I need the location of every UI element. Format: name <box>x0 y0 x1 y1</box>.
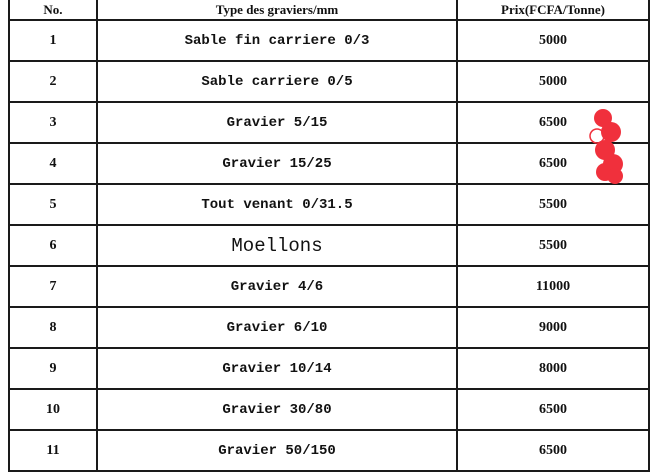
table-row <box>9 348 649 389</box>
gravel-type: Gravier 6/10 <box>97 307 457 348</box>
row-number: 1 <box>9 20 97 61</box>
gravel-type: Gravier 5/15 <box>97 102 457 143</box>
price-value: 5000 <box>457 20 649 61</box>
price-value: 8000 <box>457 348 649 389</box>
table-row <box>9 430 649 471</box>
table-row <box>9 20 649 61</box>
row-number: 10 <box>9 389 97 430</box>
table-row <box>9 307 649 348</box>
price-value: 6500 <box>457 102 649 143</box>
header-row <box>9 0 649 20</box>
gravel-type: Gravier 4/6 <box>97 266 457 307</box>
gravel-type: Gravier 30/80 <box>97 389 457 430</box>
gravel-type: Sable fin carriere 0/3 <box>97 20 457 61</box>
table-row <box>9 184 649 225</box>
price-value: 5500 <box>457 225 649 266</box>
row-number: 7 <box>9 266 97 307</box>
price-value: 6500 <box>457 389 649 430</box>
header-no: No. <box>9 0 97 20</box>
price-value: 6500 <box>457 143 649 184</box>
price-value: 11000 <box>457 266 649 307</box>
row-number: 3 <box>9 102 97 143</box>
gravel-type: Sable carriere 0/5 <box>97 61 457 102</box>
gravel-type: Gravier 50/150 <box>97 430 457 471</box>
row-number: 11 <box>9 430 97 471</box>
table-row <box>9 61 649 102</box>
price-value: 9000 <box>457 307 649 348</box>
row-number: 2 <box>9 61 97 102</box>
header-type: Type des graviers/mm <box>97 0 457 20</box>
price-table <box>8 0 650 472</box>
header-price: Prix(FCFA/Tonne) <box>457 0 649 20</box>
table-row <box>9 389 649 430</box>
gravel-type: Moellons <box>97 225 457 266</box>
row-number: 9 <box>9 348 97 389</box>
gravel-type: Gravier 15/25 <box>97 143 457 184</box>
row-number: 5 <box>9 184 97 225</box>
table-row <box>9 266 649 307</box>
row-number: 6 <box>9 225 97 266</box>
gravel-type: Gravier 10/14 <box>97 348 457 389</box>
row-number: 8 <box>9 307 97 348</box>
table-row <box>9 102 649 143</box>
price-value: 5000 <box>457 61 649 102</box>
price-value: 5500 <box>457 184 649 225</box>
gravel-type: Tout venant 0/31.5 <box>97 184 457 225</box>
price-value: 6500 <box>457 430 649 471</box>
table-row <box>9 225 649 266</box>
row-number: 4 <box>9 143 97 184</box>
table-row <box>9 143 649 184</box>
